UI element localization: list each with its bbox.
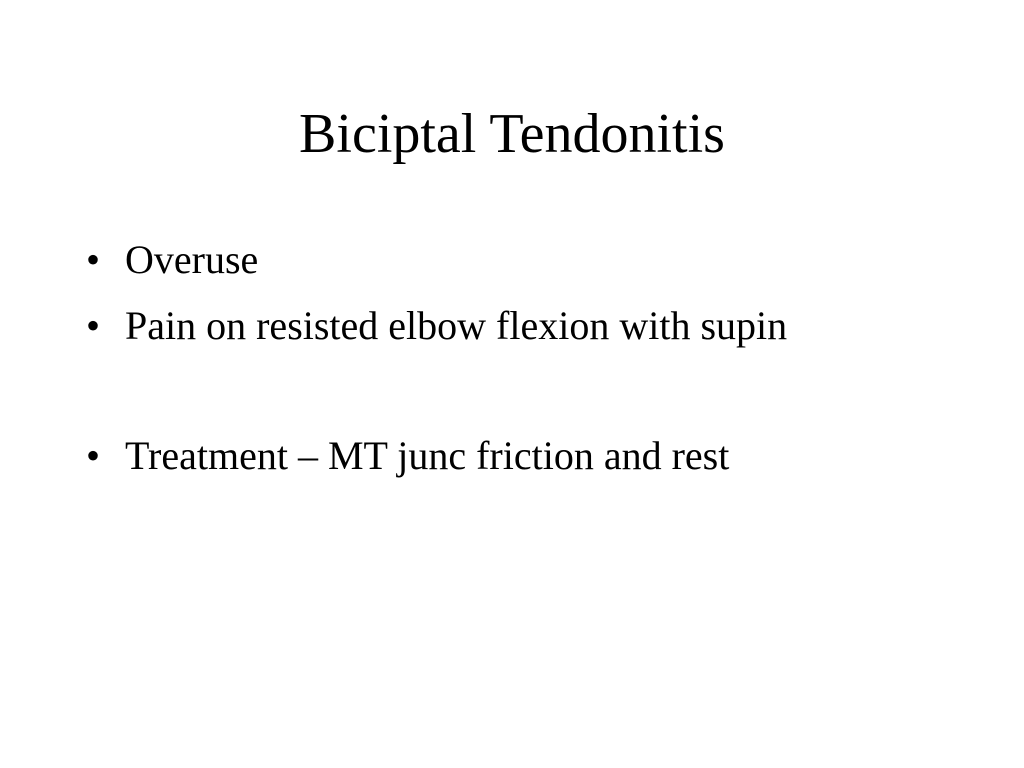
bullet-icon: • — [86, 303, 101, 348]
bullet-item-treatment — [86, 426, 986, 486]
bullet-item-pain — [86, 296, 986, 356]
bullet-text: Pain on resisted elbow flexion with supin — [125, 303, 788, 348]
bullet-icon: • — [86, 237, 101, 282]
bullet-text: Overuse — [125, 237, 259, 282]
slide-title: Biciptal Tendonitis — [299, 103, 725, 165]
bullet-item-overuse — [86, 230, 986, 290]
bullet-text: Treatment – MT junc friction and rest — [125, 433, 730, 478]
bullet-list — [86, 230, 986, 492]
bullet-icon: • — [86, 433, 101, 478]
